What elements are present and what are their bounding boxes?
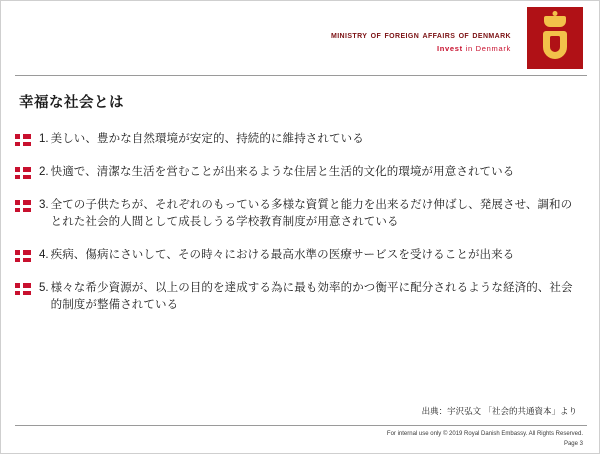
page-number: Page 3 bbox=[563, 441, 583, 447]
source-citation: 出典：宇沢弘文 「社会的共通資本」より bbox=[421, 406, 577, 416]
list-item bbox=[15, 197, 575, 231]
header-divider bbox=[15, 75, 587, 76]
happiness-criteria-list bbox=[15, 131, 575, 330]
invest-tagline bbox=[331, 44, 511, 53]
crown-icon bbox=[544, 16, 566, 27]
danish-royal-crest-icon bbox=[527, 7, 583, 69]
list-item bbox=[15, 164, 575, 181]
invest-tagline-rest: in Denmark bbox=[462, 44, 511, 53]
list-item-number: 2. bbox=[39, 166, 49, 178]
list-item-label: 疾病、傷病にさいして、その時々における最高水準の医療サービスを受けることが出来る bbox=[50, 249, 515, 261]
shield-icon bbox=[543, 31, 567, 59]
invest-tagline-bold: Invest bbox=[436, 44, 463, 53]
list-item bbox=[15, 280, 575, 314]
list-item-label: 快適で、清潔な生活を営むことが出来るような住居と生活的文化的環境が用意されている bbox=[50, 166, 515, 178]
list-item bbox=[15, 247, 575, 264]
list-item-number: 1. bbox=[39, 133, 49, 145]
slide-header bbox=[1, 1, 599, 75]
list-item-number: 5. bbox=[39, 282, 49, 294]
danish-flag-bullet-icon bbox=[15, 167, 31, 179]
danish-flag-bullet-icon bbox=[15, 250, 31, 262]
list-item bbox=[15, 131, 575, 148]
list-item-number: 4. bbox=[39, 249, 49, 261]
footer-copyright: For internal use only © 2019 Royal Danish Embassy. All Rights Reserved. bbox=[386, 431, 583, 437]
list-item-label: 全ての子供たちが、それぞれのもっている多様な資質と能力を出来るだけ伸ばし、発展させ、調和のとれた社会的人間として成長しうる学校教育制度が用意されている bbox=[50, 199, 573, 228]
list-item-label: 様々な希少資源が、以上の目的を達成する為に最も効率的かつ衡平に配分されるような経済的、社会的制度が整備されている bbox=[50, 282, 573, 311]
list-item-number: 3. bbox=[39, 199, 49, 211]
danish-flag-bullet-icon bbox=[15, 134, 31, 146]
page-title: 幸福な社会とは bbox=[19, 95, 124, 111]
footer-divider bbox=[15, 425, 587, 426]
ministry-branding bbox=[331, 29, 511, 53]
danish-flag-bullet-icon bbox=[15, 283, 31, 295]
ministry-title: ministry of foreign affairs of denmark bbox=[330, 29, 511, 41]
list-item-label: 美しい、豊かな自然環境が安定的、持続的に維持されている bbox=[50, 133, 364, 145]
danish-flag-bullet-icon bbox=[15, 200, 31, 212]
